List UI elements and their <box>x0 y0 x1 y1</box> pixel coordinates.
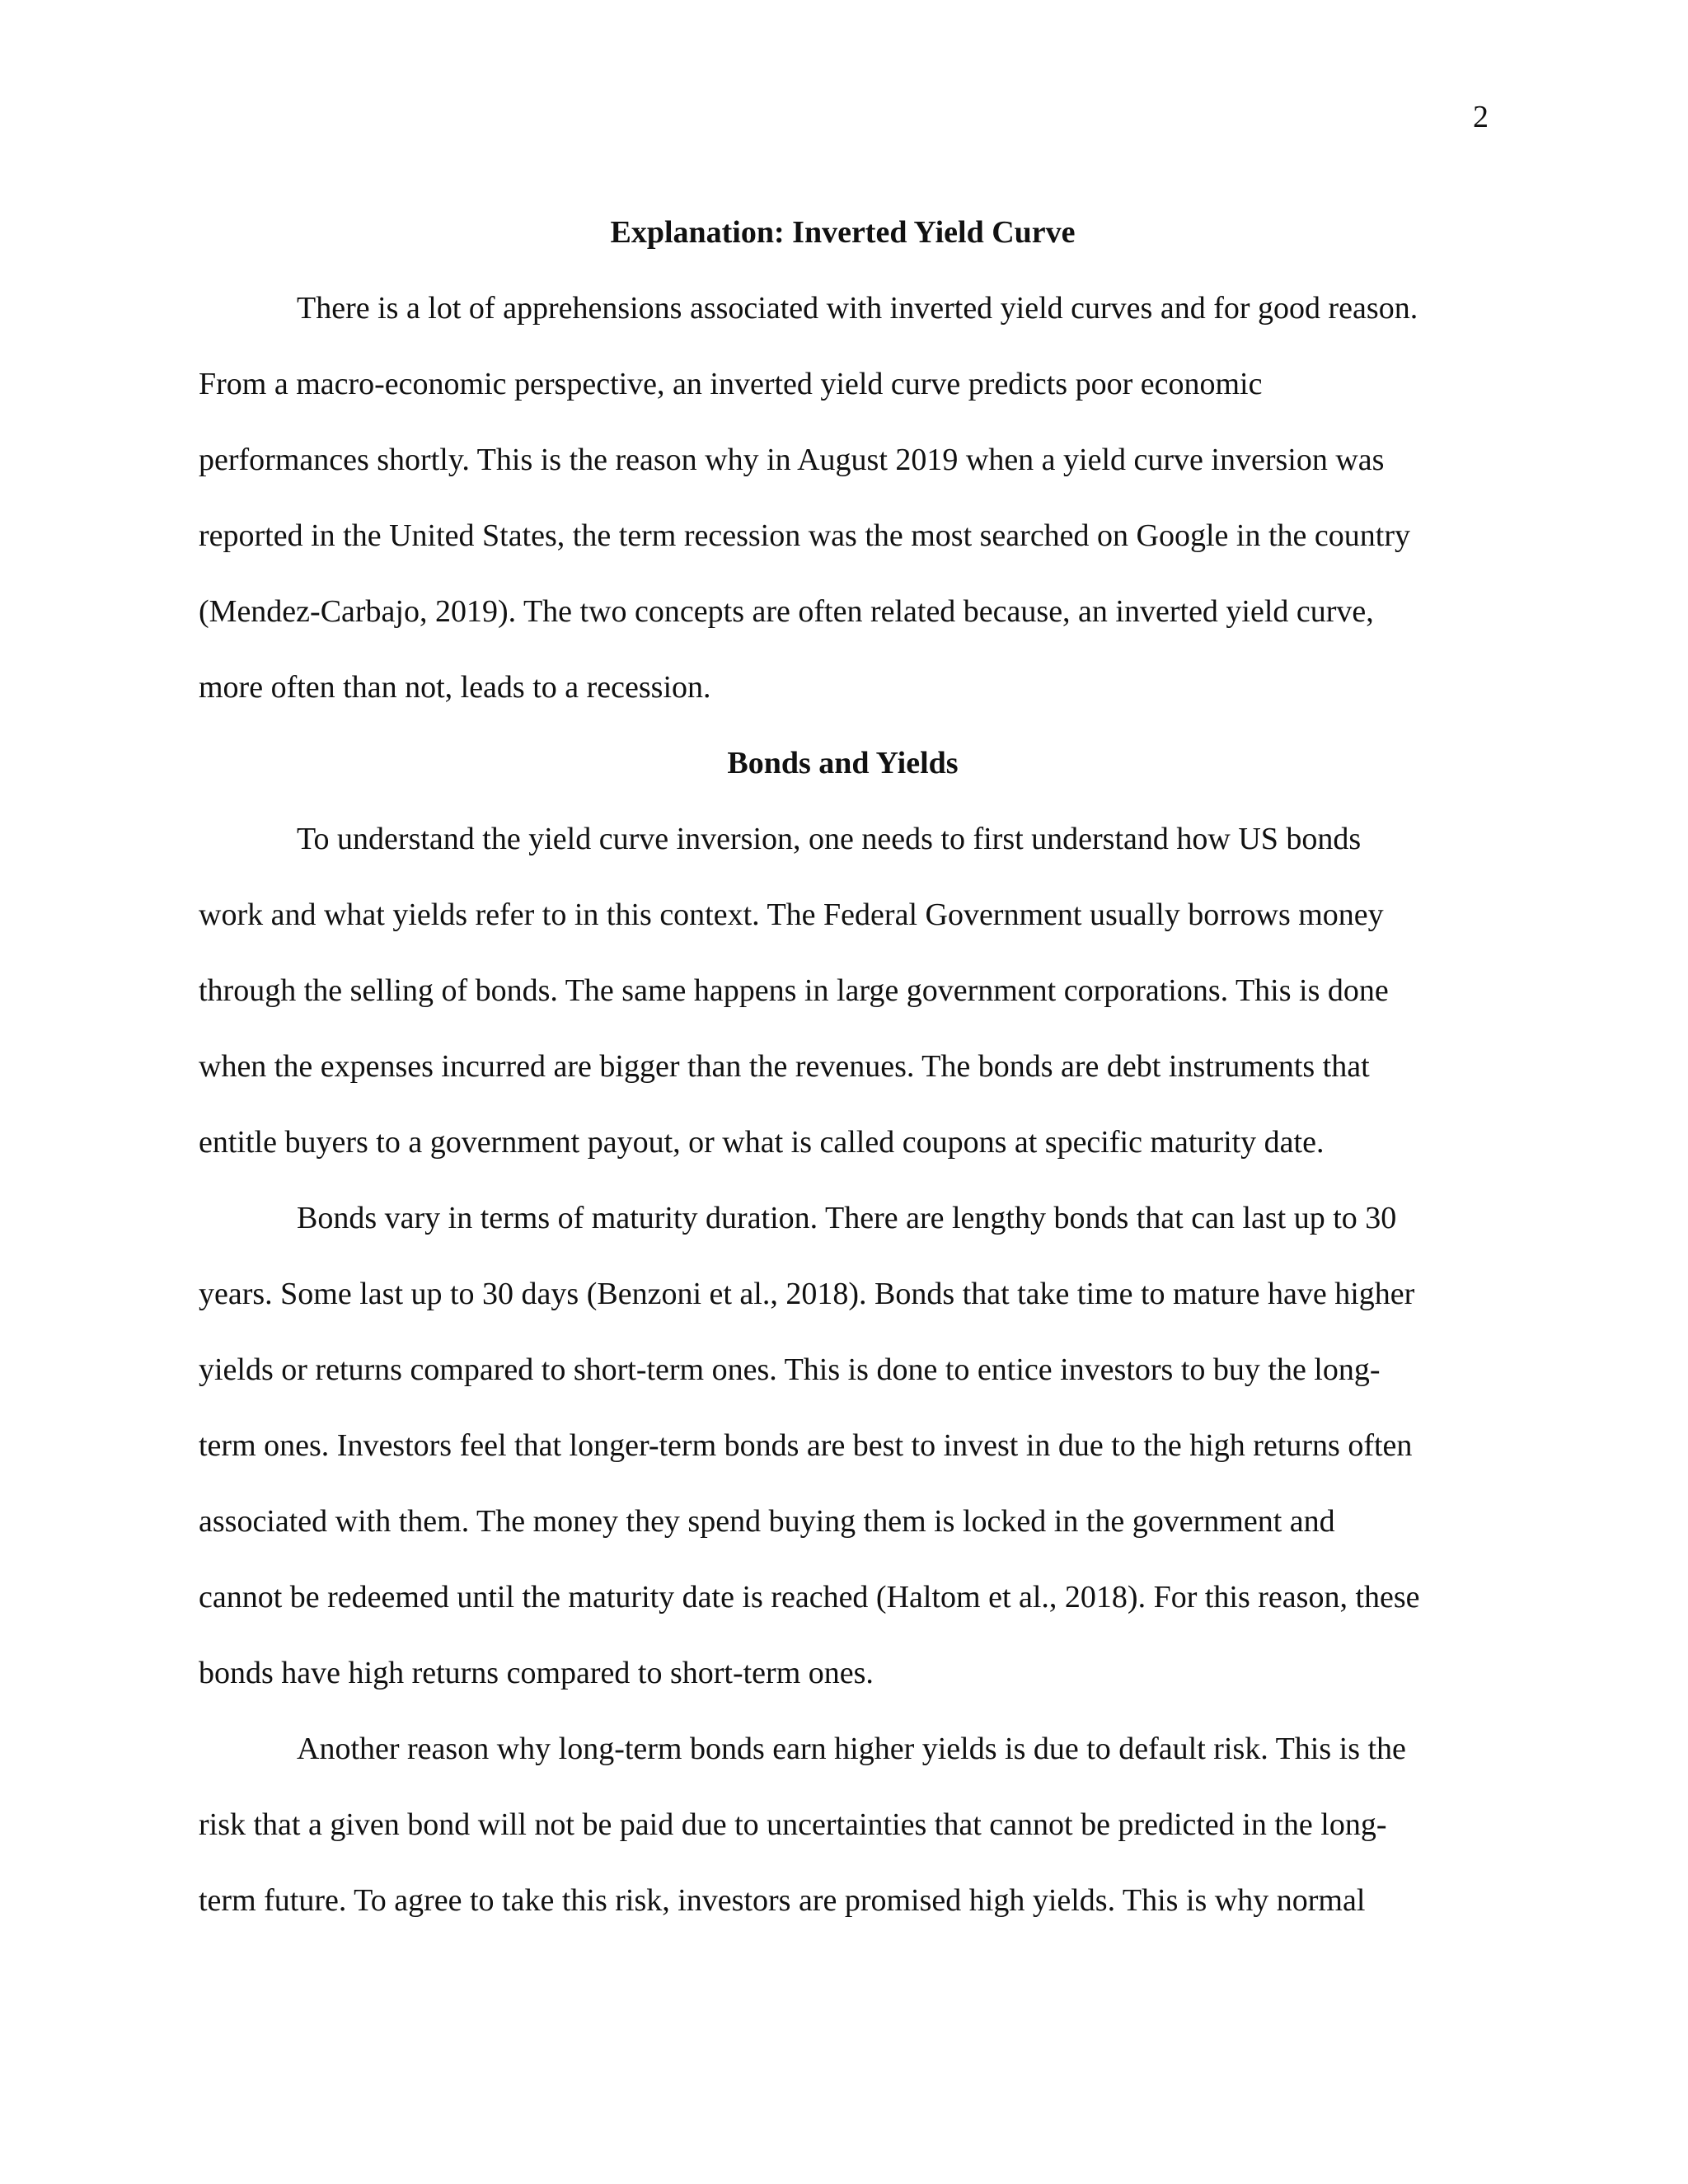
text-line: There is a lot of apprehensions associated with inverted yield curves and for good reason. <box>297 291 1418 326</box>
text-line: associated with them. The money they spend buying them is locked in the government and <box>199 1504 1335 1539</box>
text-line: (Mendez-Carbajo, 2019). The two concepts are often related because, an inverted yield curve, <box>199 594 1374 629</box>
text-line: reported in the United States, the term recession was the most searched on Google in the country <box>199 518 1410 553</box>
text-line: performances shortly. This is the reason why in August 2019 when a yield curve inversion was <box>199 443 1385 477</box>
text-line: term ones. Investors feel that longer-term bonds are best to invest in due to the high returns often <box>199 1428 1413 1463</box>
text-line: through the selling of bonds. The same happens in large government corporations. This is done <box>199 973 1389 1008</box>
paragraph <box>199 801 1487 1180</box>
text-line: To understand the yield curve inversion, one needs to first understand how US bonds <box>297 822 1362 856</box>
document-body <box>199 194 1487 1938</box>
text-line: cannot be redeemed until the maturity date is reached (Haltom et al., 2018). For this reason, these <box>199 1580 1420 1615</box>
text-line: risk that a given bond will not be paid due to uncertainties that cannot be predicted in the long- <box>199 1807 1387 1842</box>
section-heading-explanation: Explanation: Inverted Yield Curve <box>610 215 1076 250</box>
text-line: yields or returns compared to short-term ones. This is done to entice investors to buy the long- <box>199 1352 1381 1387</box>
paragraph <box>199 1711 1487 1938</box>
text-line: bonds have high returns compared to short-term ones. <box>199 1656 874 1690</box>
text-line: work and what yields refer to in this context. The Federal Government usually borrows money <box>199 898 1384 932</box>
paragraph <box>199 1180 1487 1711</box>
text-line: when the expenses incurred are bigger than the revenues. The bonds are debt instruments that <box>199 1049 1370 1084</box>
text-line: years. Some last up to 30 days (Benzoni et al., 2018). Bonds that take time to mature have higher <box>199 1277 1415 1311</box>
text-line: From a macro-economic perspective, an inverted yield curve predicts poor economic <box>199 367 1263 401</box>
text-line: entitle buyers to a government payout, or what is called coupons at specific maturity date. <box>199 1125 1325 1160</box>
text-line: Bonds vary in terms of maturity duration. There are lengthy bonds that can last up to 30 <box>297 1201 1397 1235</box>
text-line: term future. To agree to take this risk, investors are promised high yields. This is why normal <box>199 1883 1366 1918</box>
paragraph <box>199 270 1487 725</box>
page-number: 2 <box>1473 100 1489 134</box>
section-heading-bonds-and-yields: Bonds and Yields <box>727 746 959 780</box>
text-line: Another reason why long-term bonds earn higher yields is due to default risk. This is the <box>297 1732 1406 1766</box>
text-line: more often than not, leads to a recession. <box>199 670 711 705</box>
